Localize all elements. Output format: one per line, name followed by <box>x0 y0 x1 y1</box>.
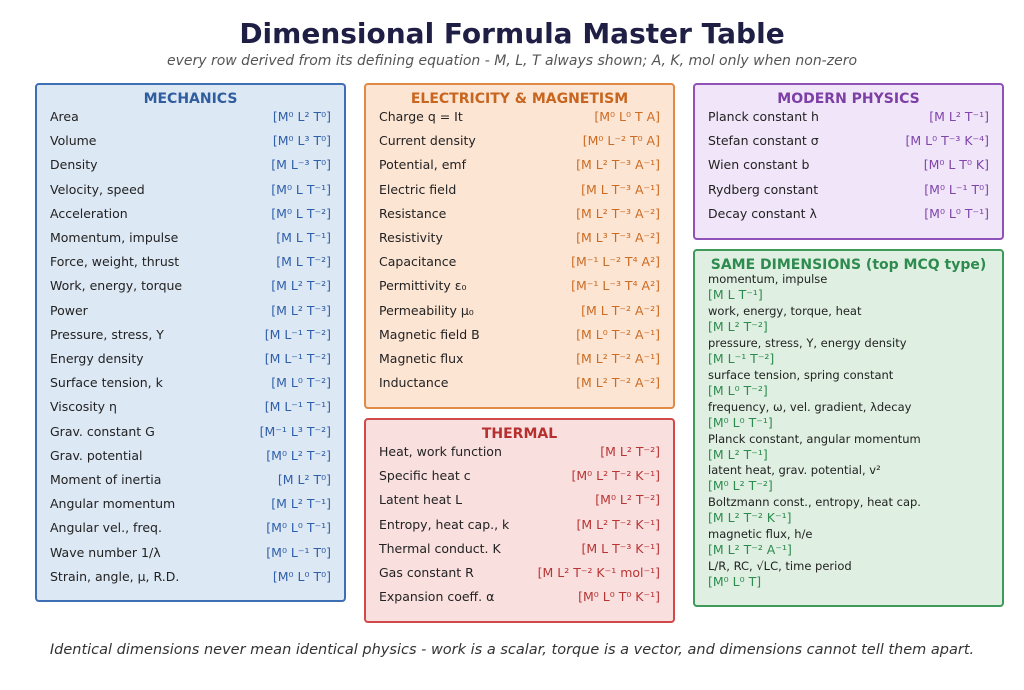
electricity-magnetism-panel <box>364 83 675 409</box>
quantity-label: Stefan constant σ <box>708 133 819 149</box>
group-dimension: [M L⁻¹ T⁻²] <box>708 350 775 366</box>
quantity-label: Rydberg constant <box>708 181 819 197</box>
dimension-formula: [M L T⁻¹] <box>276 230 331 245</box>
group-quantities: surface tension, spring constant <box>708 367 894 382</box>
dimension-formula: [M L⁻¹ T⁻²] <box>264 351 331 366</box>
dimension-formula: [M L² T⁻² A⁻¹] <box>576 351 660 366</box>
quantity-label: Wave number 1/λ <box>50 544 161 560</box>
same-dimension-group <box>708 336 994 367</box>
dimension-formula: [M L⁰ T⁻²] <box>271 375 331 391</box>
group-quantities: L/R, RC, √LC, time period <box>708 559 852 574</box>
quantity-label: Angular vel., freq. <box>50 520 162 536</box>
group-quantities: work, energy, torque, heat <box>708 303 862 318</box>
dimension-formula: [M L T⁻³ A⁻¹] <box>581 181 660 197</box>
quantity-label: Moment of inertia <box>50 472 162 487</box>
quantity-label: Work, energy, torque <box>50 278 183 294</box>
dimension-formula: [M⁰ L⁰ T⁰ K⁻¹] <box>578 589 660 605</box>
page-subtitle: every row derived from its defining equation - M, L, T always shown; A, K, mol only when non-zero <box>166 53 858 69</box>
dimension-formula: [M L² T⁻³] <box>271 302 331 318</box>
modern-physics-panel <box>693 83 1004 240</box>
group-quantities: Planck constant, angular momentum <box>708 431 921 446</box>
quantity-label: Viscosity η <box>50 399 117 415</box>
dimension-formula: [M L² T⁻³ A⁻¹] <box>576 157 660 173</box>
group-dimension: [M L⁰ T⁻²] <box>708 382 768 398</box>
quantity-label: Resistivity <box>379 230 443 245</box>
dimension-formula: [M⁰ L⁰ T A] <box>594 109 660 124</box>
dimension-formula: [M⁰ L⁰ T⁻¹] <box>924 205 989 221</box>
quantity-label: Magnetic field B <box>379 326 480 342</box>
dimension-formula: [M L² T⁻² K⁻¹ mol⁻¹] <box>537 565 660 580</box>
electricity-magnetism-title: ELECTRICITY & MAGNETISM <box>410 91 629 107</box>
quantity-label: Density <box>50 157 98 173</box>
quantity-label: Power <box>50 302 88 318</box>
quantity-label: Potential, emf <box>379 157 466 173</box>
dimension-formula: [M⁰ L⁻¹ T⁰] <box>924 181 989 197</box>
dimension-formula: [M⁰ L² T⁰] <box>272 109 331 124</box>
group-quantities: pressure, stress, Y, energy density <box>708 335 907 350</box>
dimension-formula: [M L³ T⁻³ A⁻²] <box>576 230 660 245</box>
dimension-formula: [M L T⁻³ K⁻¹] <box>581 540 660 556</box>
dimension-formula: [M⁰ L² T⁻²] <box>595 492 660 508</box>
dimension-formula: [M L⁰ T⁻³ K⁻⁴] <box>905 133 989 149</box>
quantity-label: Gas constant R <box>379 565 474 580</box>
group-dimension: [M L T⁻¹] <box>708 287 763 302</box>
quantity-label: Angular momentum <box>50 496 176 512</box>
group-quantities: Boltzmann const., entropy, heat cap. <box>708 495 921 510</box>
quantity-label: Capacitance <box>379 254 457 270</box>
quantity-label: Entropy, heat cap., k <box>379 516 510 532</box>
dimension-formula: [M L⁰ T⁻² A⁻¹] <box>576 326 660 342</box>
dimension-formula: [M L⁻¹ T⁻¹] <box>264 399 331 415</box>
quantity-label: Resistance <box>379 205 447 221</box>
same-dimension-group <box>708 368 994 399</box>
dimension-formula: [M⁰ L⁰ T⁰] <box>272 568 331 584</box>
quantity-label: Current density <box>379 133 476 149</box>
dimension-formula: [M⁰ L² T⁻²] <box>266 447 331 463</box>
dimension-formula: [M L² T⁻²] <box>600 444 660 459</box>
page-title: Dimensional Formula Master Table <box>239 17 785 50</box>
same-dimension-group <box>708 495 994 526</box>
quantity-label: Permeability μ₀ <box>379 302 474 318</box>
quantity-label: Magnetic flux <box>379 351 464 366</box>
dimension-formula: [M⁰ L T⁰ K] <box>923 157 989 173</box>
group-dimension: [M L² T⁻²] <box>708 318 768 334</box>
quantity-label: Inductance <box>379 375 449 391</box>
dimension-formula: [M⁰ L⁻² T⁰ A] <box>582 133 660 149</box>
dimension-formula: [M⁰ L T⁻²] <box>271 205 331 221</box>
dimension-formula: [M⁻¹ L⁻² T⁴ A²] <box>571 254 660 270</box>
quantity-label: Planck constant h <box>708 109 819 124</box>
quantity-label: Charge q = It <box>379 109 463 124</box>
dimension-formula: [M⁰ L T⁻¹] <box>271 181 331 197</box>
dimension-formula: [M⁰ L⁻¹ T⁰] <box>266 544 331 560</box>
mechanics-panel <box>35 83 346 602</box>
quantity-label: Energy density <box>50 351 144 366</box>
quantity-label: Permittivity ε₀ <box>379 278 467 294</box>
same-dimensions-title: SAME DIMENSIONS (top MCQ type) <box>710 257 987 273</box>
same-dimension-group <box>708 527 994 558</box>
dimension-formula: [M L⁻³ T⁰] <box>271 157 331 173</box>
dimension-formula: [M L² T⁰] <box>277 472 331 487</box>
group-dimension: [M L² T⁻¹] <box>708 446 768 462</box>
group-dimension: [M L² T⁻² K⁻¹] <box>708 510 792 526</box>
quantity-label: Surface tension, k <box>50 375 163 391</box>
group-quantities: magnetic flux, h/e <box>708 527 813 542</box>
quantity-label: Electric field <box>379 181 457 197</box>
same-dimensions-panel <box>693 249 1004 607</box>
dimension-formula: [M L T⁻²] <box>276 254 331 270</box>
dimension-formula: [M L⁻¹ T⁻²] <box>264 326 331 342</box>
same-dimension-group <box>708 272 994 303</box>
group-dimension: [M L² T⁻² A⁻¹] <box>708 542 792 558</box>
same-dimension-group <box>708 400 994 431</box>
group-quantities: latent heat, grav. potential, v² <box>708 463 881 478</box>
quantity-label: Grav. potential <box>50 447 143 463</box>
group-dimension: [M⁰ L² T⁻²] <box>708 478 773 494</box>
quantity-label: Velocity, speed <box>50 181 145 197</box>
quantity-label: Grav. constant G <box>50 423 155 439</box>
thermal-title: THERMAL <box>481 426 558 442</box>
dimension-formula: [M⁰ L² T⁻² K⁻¹] <box>571 468 660 484</box>
dimension-formula: [M L² T⁻¹] <box>271 496 331 512</box>
same-dimension-group <box>708 559 994 590</box>
thermal-panel <box>364 418 675 623</box>
dimension-formula: [M⁰ L⁰ T⁻¹] <box>266 520 331 536</box>
quantity-label: Decay constant λ <box>708 205 817 221</box>
dimension-formula: [M⁻¹ L⁻³ T⁴ A²] <box>571 278 660 294</box>
quantity-label: Pressure, stress, Y <box>50 326 164 342</box>
dimension-formula: [M L² T⁻²] <box>271 278 331 294</box>
group-quantities: frequency, ω, vel. gradient, λdecay <box>708 399 912 414</box>
quantity-label: Acceleration <box>50 205 128 221</box>
dimension-formula: [M L T⁻² A⁻²] <box>581 302 660 318</box>
modern-physics-title: MODERN PHYSICS <box>777 91 920 107</box>
group-quantities: momentum, impulse <box>708 272 828 286</box>
same-dimension-group <box>708 432 994 463</box>
quantity-label: Thermal conduct. K <box>379 540 501 556</box>
quantity-label: Latent heat L <box>379 492 463 508</box>
group-dimension: [M⁰ L⁰ T] <box>708 574 762 590</box>
dimension-formula: [M L² T⁻¹] <box>929 109 989 124</box>
quantity-label: Area <box>50 109 79 124</box>
quantity-label: Expansion coeff. α <box>379 589 495 605</box>
same-dimension-group <box>708 463 994 494</box>
quantity-label: Strain, angle, μ, R.D. <box>50 568 180 584</box>
dimension-formula: [M L² T⁻³ A⁻²] <box>576 205 660 221</box>
quantity-label: Volume <box>50 133 97 149</box>
same-dimension-group <box>708 304 994 335</box>
dimension-formula: [M L² T⁻² A⁻²] <box>576 375 660 391</box>
quantity-label: Specific heat c <box>379 468 471 484</box>
dimension-formula: [M⁻¹ L³ T⁻²] <box>259 423 331 439</box>
quantity-label: Heat, work function <box>379 444 502 459</box>
quantity-label: Force, weight, thrust <box>50 254 180 270</box>
dimension-formula: [M L² T⁻² K⁻¹] <box>576 516 660 532</box>
mechanics-title: MECHANICS <box>143 91 238 107</box>
group-dimension: [M⁰ L⁰ T⁻¹] <box>708 414 773 430</box>
quantity-label: Momentum, impulse <box>50 230 179 245</box>
quantity-label: Wien constant b <box>708 157 810 173</box>
footer-note: Identical dimensions never mean identical physics - work is a scalar, torque is a vector, and dimensions cannot tell them apart. <box>49 642 975 658</box>
dimension-formula: [M⁰ L³ T⁰] <box>272 133 331 149</box>
